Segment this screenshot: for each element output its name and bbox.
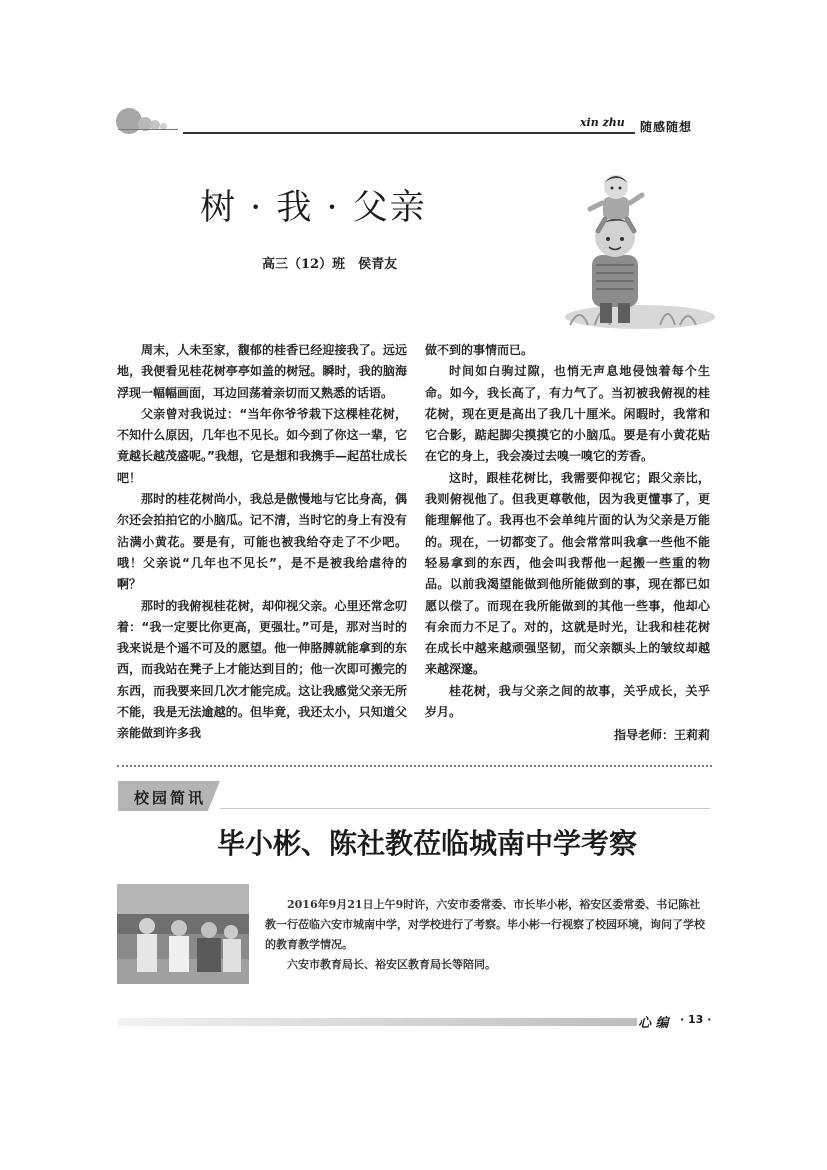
- article-paragraph: 这时，跟桂花树比，我需要仰视它；跟父亲比，我则俯视他了。但我更尊敬他，因为我更懂事了，更能理解他了。我再也不会单纯片面的认为父亲是万能的。现在，一切都变了。他会常常叫我拿一些他不能轻易拿到的东西，他会叫我帮他一起搬一些重的物品。以前我渴望能做到他所能做到的事，现在都已如愿以偿了。而现在我所能做到的其他一些事，他却心有余而力不足了。对的，这就是时光，让我和桂花树在成长中越来越顽强坚韧，而父亲额头上的皱纹却越来越深邃。: [425, 470, 710, 677]
- father-child-illustration: [510, 165, 715, 330]
- article-paragraph: 那时的桂花树尚小，我总是傲慢地与它比身高，偶尔还会拍拍它的小脑瓜。记不清，当时它的身上有没有沾满小黄花。要是有，可能也被我给夺走了不少吧。哦！父亲说“几年也不见长”，是不是被我给虐待的啊？: [117, 492, 407, 592]
- page-number: · 13 ·: [680, 1013, 712, 1026]
- news-body: [265, 895, 710, 975]
- news-paragraph: 六安市教育局长、裕安区教育局长等陪同。: [287, 958, 496, 971]
- news-tab-label: 校园简讯: [134, 789, 207, 807]
- news-photo: [117, 884, 249, 984]
- article-byline: 高三（12）班 侯青友: [262, 257, 398, 272]
- news-photo-image: [117, 884, 249, 984]
- article-paragraph: 桂花树，我与父亲之间的故事，关乎成长，关乎岁月。: [425, 683, 710, 720]
- article-title: 树 · 我 · 父亲: [200, 188, 427, 228]
- header-pinyin: xin zhu: [580, 116, 625, 129]
- footer-bar: [117, 1018, 637, 1026]
- article-paragraph: 周末，人未至家，馥郁的桂香已经迎接我了。远远地，我便看见桂花树亭亭如盖的树冠。瞬时，我的脑海浮现一幅幅画面，耳边回荡着亲切而又熟悉的话语。: [117, 343, 407, 400]
- article-paragraph: 那时的我俯视桂花树，却仰视父亲。心里还常念叨着：“我一定要比你更高，更强壮。”可是，那对当时的我来说是个遥不可及的愿望。他一伸胳膊就能拿到的东西，而我站在凳子上才能达到目的；他一次即可搬完的东西，而我要来回几次才能完成。这让我感觉父亲无所不能，我是无法逾越的。但毕竟，我还太小，只知道父亲能做到许多我: [117, 598, 407, 741]
- article-paragraph: 时间如白驹过隙，也悄无声息地侵蚀着每个生命。如今，我长高了，有力气了。当初被我俯视的桂花树，现在更是高出了我几十厘米。闲暇时，我常和它合影，踮起脚尖摸摸它的小脑瓜。要是有小黄花贴在它的身上，我会凑过去嗅一嗅它的芳香。: [425, 364, 710, 464]
- article-paragraph: 父亲曾对我说过：“当年你爷爷栽下这棵桂花树，不知什么原因，几年也不见长。如今到了你这一辈，它竟越长越茂盛呢。”我想，它是想和我携手—起茁壮成长吧！: [117, 406, 407, 485]
- section-separator: [117, 765, 712, 767]
- teacher-credit: 指导老师：王莉莉: [613, 728, 710, 743]
- section-label: 随感随想: [640, 120, 693, 134]
- news-tab-rule: [220, 808, 710, 809]
- news-title: 毕小彬、陈社教莅临城南中学考察: [217, 827, 638, 860]
- article-column-left: [117, 340, 407, 745]
- header-rule: [183, 132, 635, 134]
- article-paragraph: 做不到的事情而已。: [425, 343, 534, 357]
- article-column-right: [425, 340, 710, 747]
- news-paragraph: 2016年9月21日上午9时许，六安市委常委、市长毕小彬，裕安区委常委、书记陈社教一行莅临六安市城南中学，对学校进行了考察。毕小彬一行视察了校园环境，询问了学校的教育教学情况。: [265, 898, 705, 951]
- header-rule-left: [118, 129, 178, 130]
- footer-publication-name: 心 编: [638, 1016, 669, 1031]
- news-section-tab: [118, 781, 220, 811]
